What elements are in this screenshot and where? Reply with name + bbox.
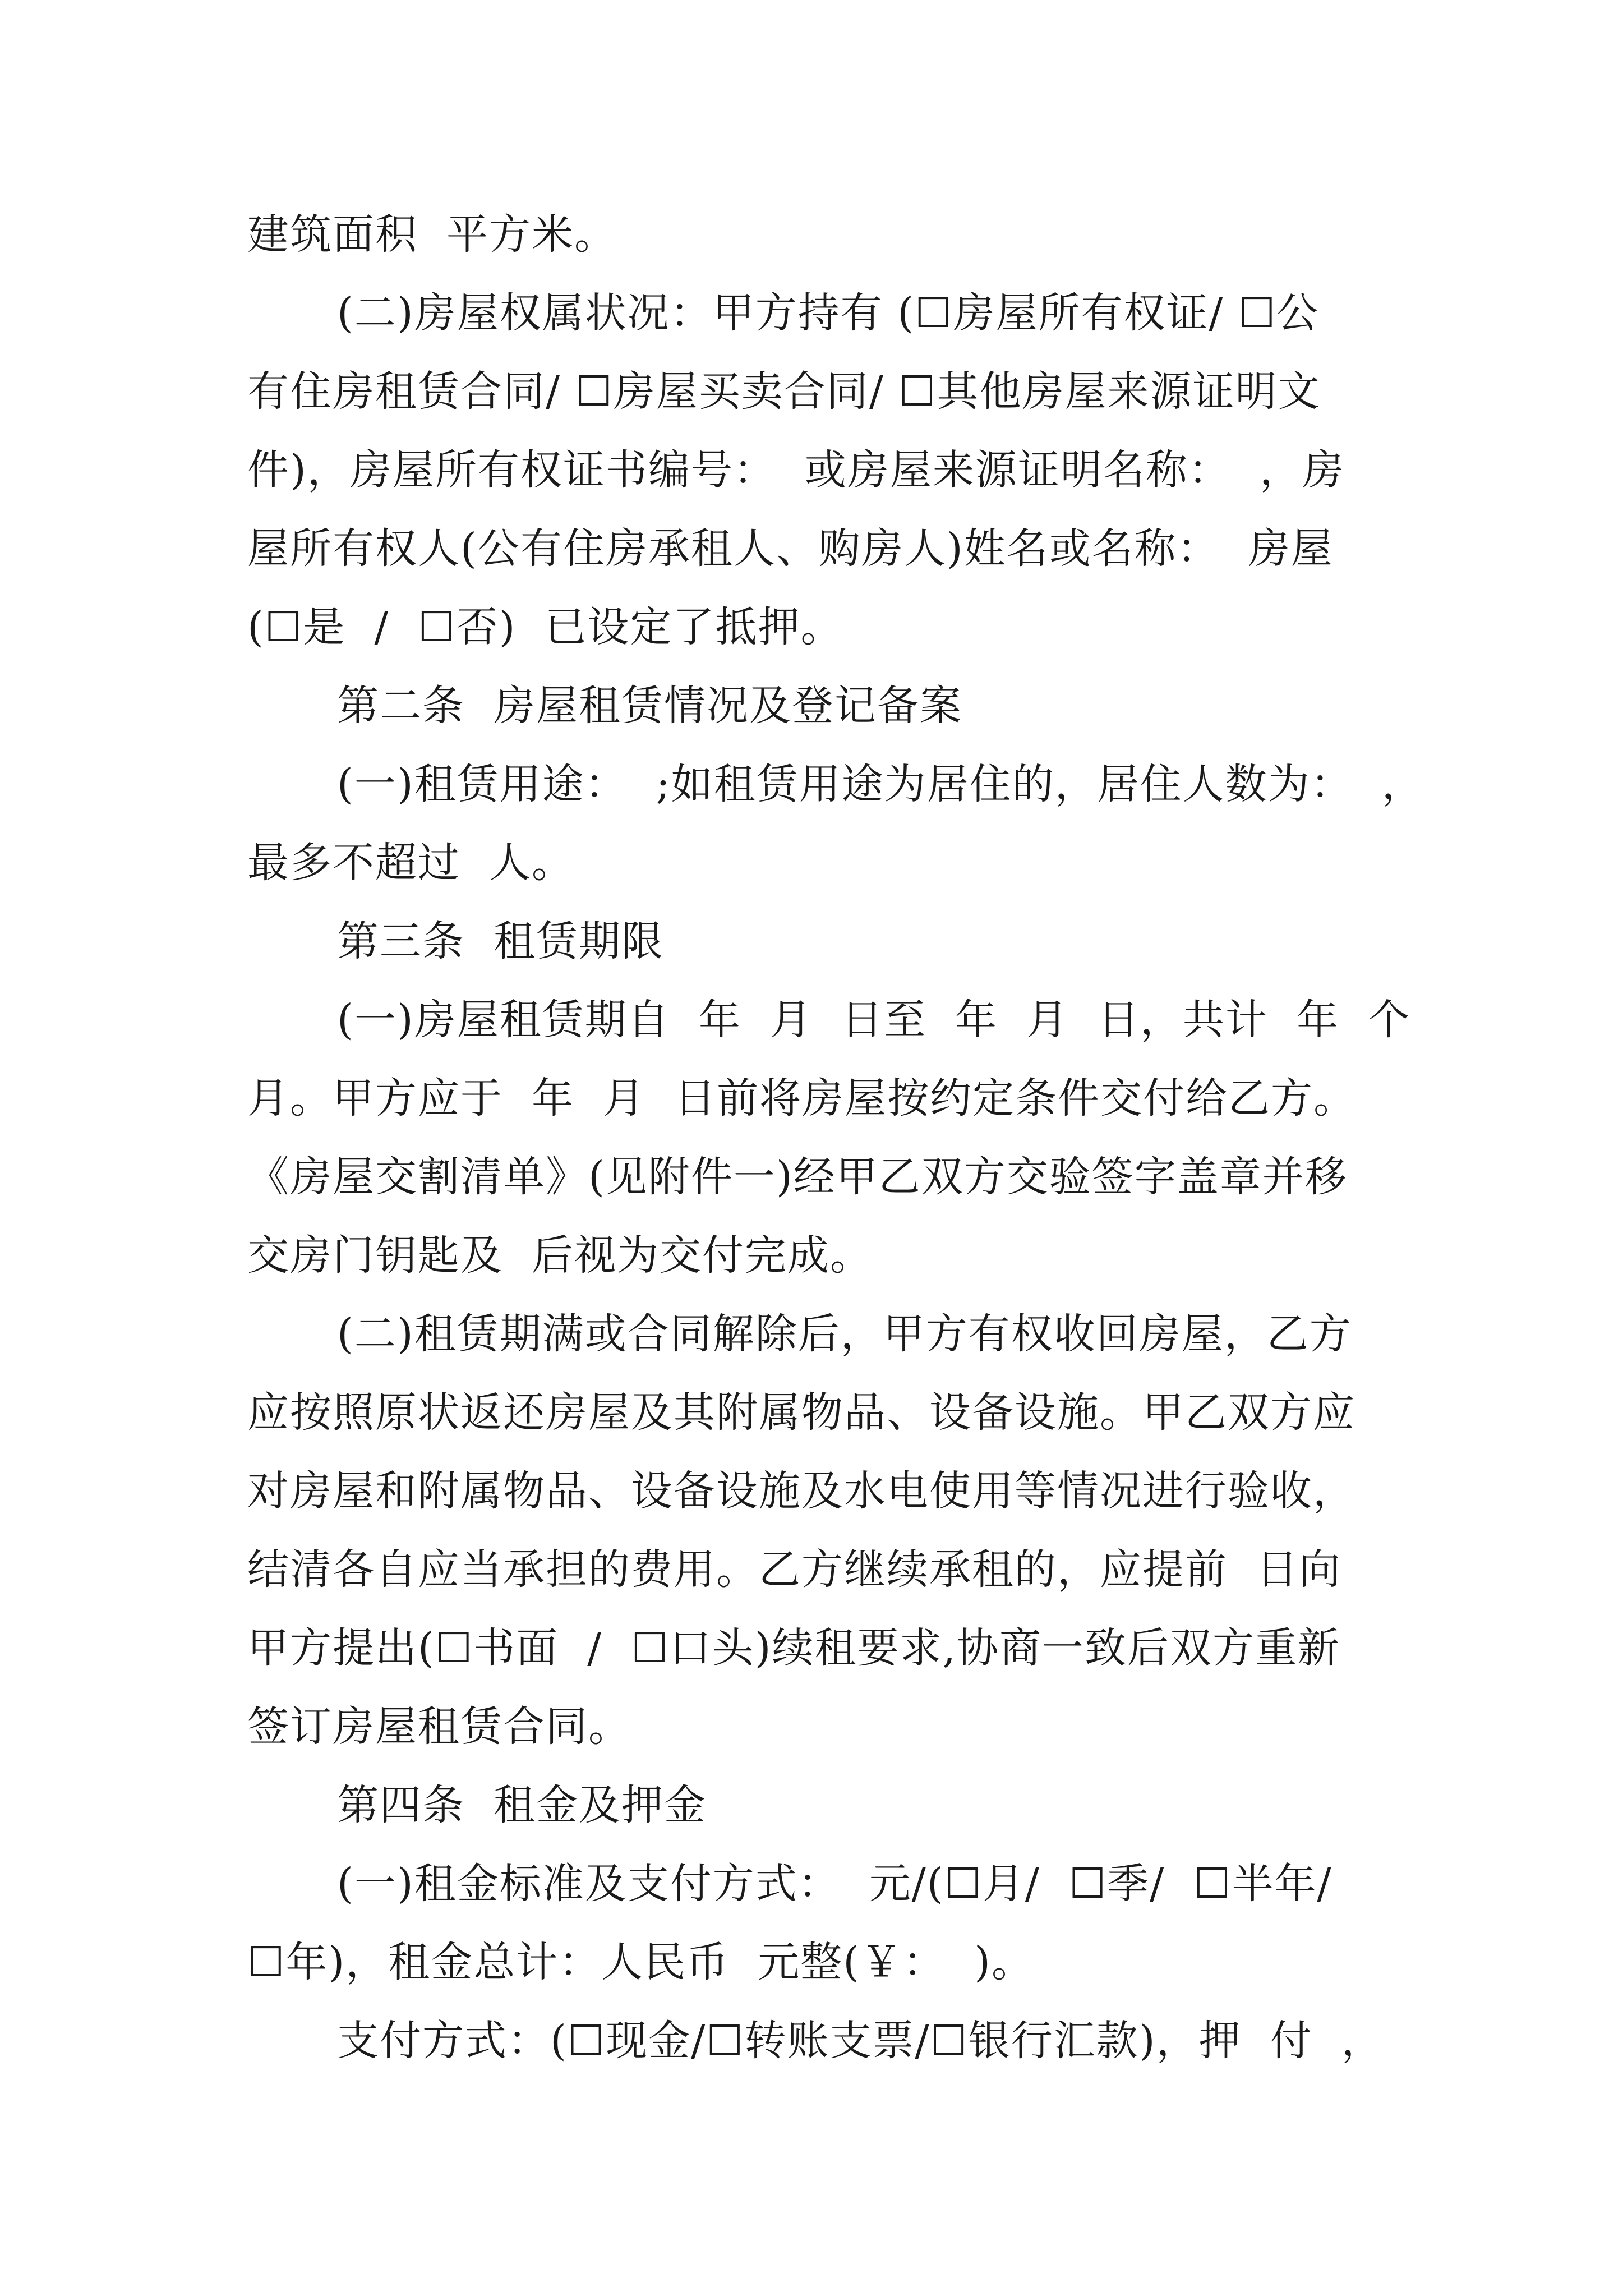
text-line-ownership-4: 屋所有权人(公有住房承租人、购房人)姓名或名称： 房屋 bbox=[247, 524, 1334, 573]
article-3-heading: 第三条 租赁期限 bbox=[337, 917, 665, 965]
text-line-term-4: 交房门钥匙及 后视为交付完成。 bbox=[247, 1231, 873, 1280]
text-line-usage-2: 最多不超过 人。 bbox=[247, 839, 575, 887]
text-line-expiry-6: 签订房屋租赁合同。 bbox=[247, 1703, 631, 1751]
article-4-heading: 第四条 租金及押金 bbox=[337, 1781, 707, 1829]
text-line-rent-1: (一)租金标准及支付方式： 元/(☐月/ ☐季/ ☐半年/ bbox=[337, 1860, 1332, 1908]
text-line-ownership-2: 有住房租赁合同/ ☐房屋买卖合同/ ☐其他房屋来源证明文 bbox=[247, 367, 1321, 416]
text-line-ownership-3: 件)，房屋所有权证书编号： 或房屋来源证明名称： ，房 bbox=[247, 446, 1345, 494]
text-line-payment-method: 支付方式：(☐现金/☐转账支票/☐银行汇款)，押 付 ， bbox=[337, 2017, 1384, 2065]
text-line-usage-1: (一)租赁用途： ;如租赁用途为居住的，居住人数为： ， bbox=[337, 760, 1424, 808]
article-2-heading: 第二条 房屋租赁情况及登记备案 bbox=[337, 682, 963, 730]
text-line-term-3: 《房屋交割清单》(见附件一)经甲乙双方交验签字盖章并移 bbox=[247, 1153, 1348, 1201]
text-line-expiry-3: 对房屋和附属物品、设备设施及水电使用等情况进行验收， bbox=[247, 1467, 1355, 1515]
text-line-expiry-4: 结清各自应当承担的费用。乙方继续承租的，应提前 日向 bbox=[247, 1545, 1342, 1594]
text-line-expiry-2: 应按照原状返还房屋及其附属物品、设备设施。甲乙双方应 bbox=[247, 1388, 1355, 1437]
text-line-term-2: 月。甲方应于 年 月 日前将房屋按约定条件交付给乙方。 bbox=[247, 1074, 1357, 1122]
text-line-term-1: (一)房屋租赁期自 年 月 日至 年 月 日，共计 年 个 bbox=[337, 996, 1411, 1044]
text-line-mortgage: (☐是 / ☐否) 已设定了抵押。 bbox=[247, 603, 843, 651]
text-line-ownership-1: (二)房屋权属状况：甲方持有 (☐房屋所有权证/ ☐公 bbox=[337, 289, 1320, 337]
text-line-area: 建筑面积 平方米。 bbox=[247, 210, 617, 259]
text-line-expiry-5: 甲方提出(☐书面 / ☐口头)续租要求,协商一致后双方重新 bbox=[247, 1624, 1340, 1672]
text-line-expiry-1: (二)租赁期满或合同解除后，甲方有权收回房屋，乙方 bbox=[337, 1310, 1352, 1358]
text-line-rent-2: ☐年)，租金总计：人民币 元整(￥： )。 bbox=[247, 1938, 1035, 1986]
